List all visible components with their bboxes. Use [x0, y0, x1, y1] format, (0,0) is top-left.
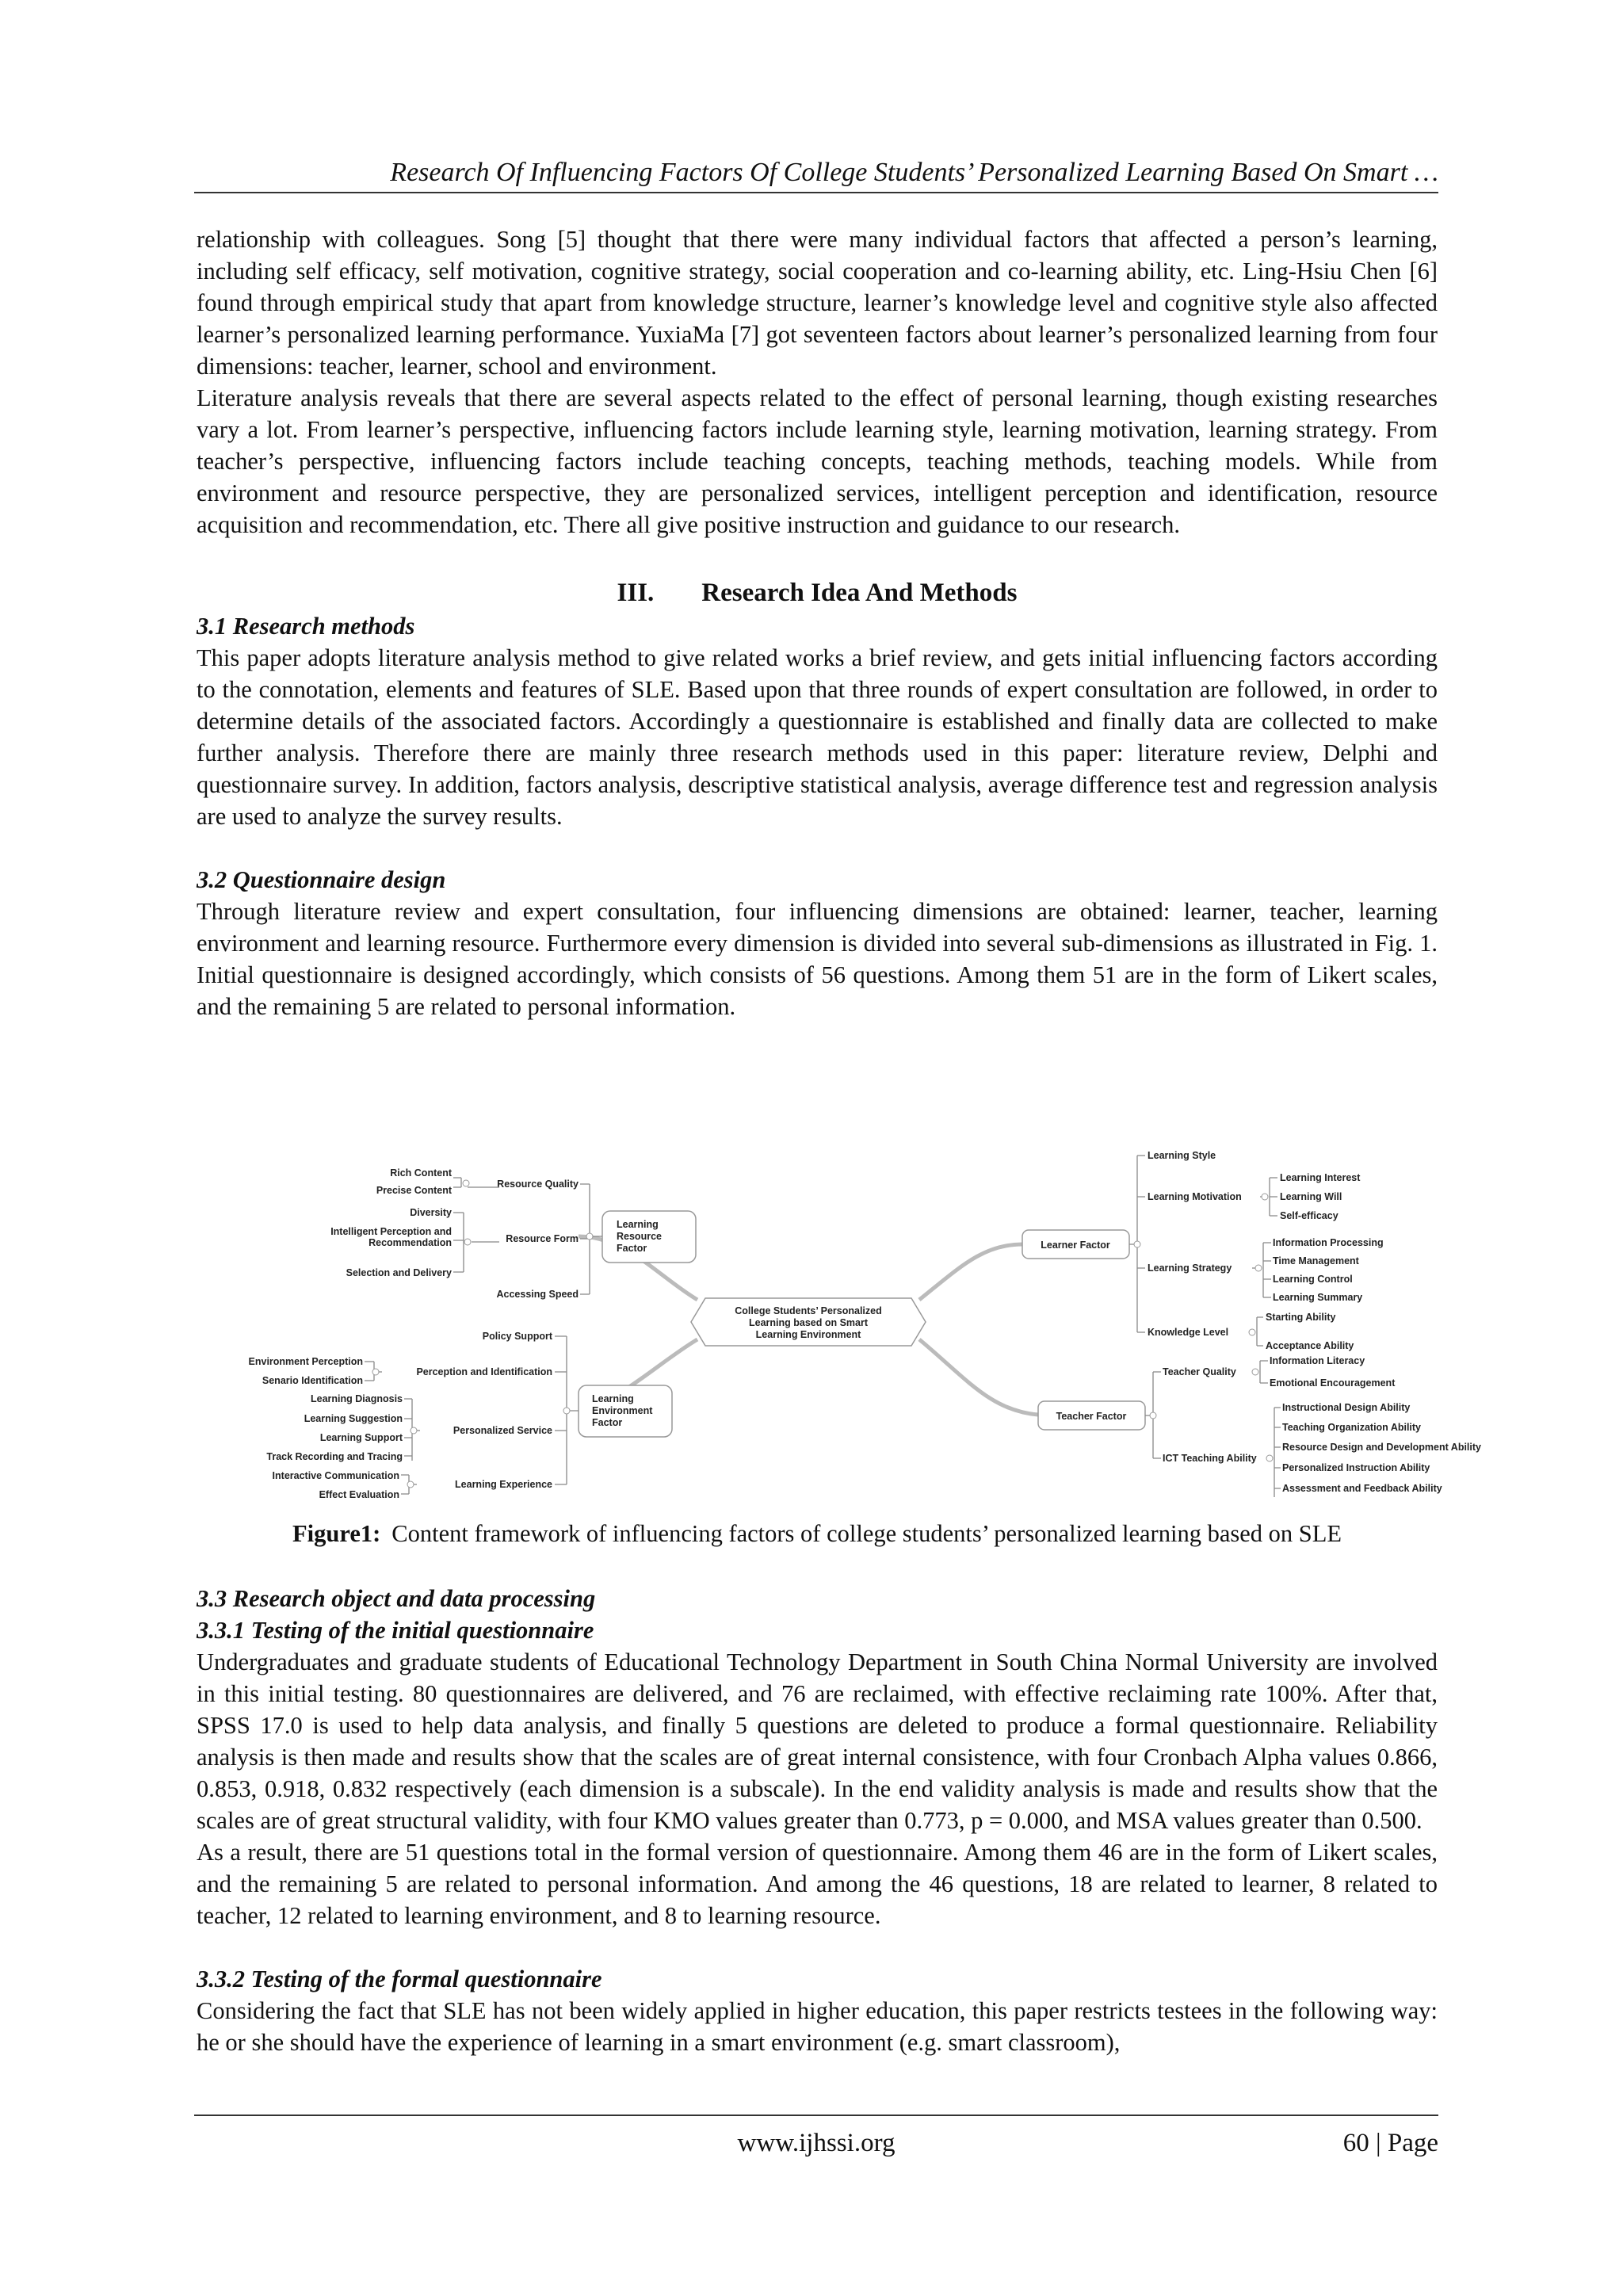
mindmap-label: Accessing Speed	[496, 1289, 579, 1300]
mindmap-label: Time Management	[1273, 1255, 1359, 1266]
paragraph: This paper adopts literature analysis method to give related works a brief review, and gets initial influencing factors according to the connotation, elements and features of SLE. Based upon that three rounds of expert consultation are followed, in order to determine details of the associated factors. Accordingly a questionnaire is established and finally data are collected to make further analysis. Therefore there are mainly three research methods used in this paper: literature review, Delphi and questionnaire survey. In addition, factors analysis, descriptive statistical analysis, average difference test and regression analysis are used to analyze the survey results.	[197, 644, 1438, 830]
mindmap-label: Teacher Factor	[1056, 1411, 1127, 1422]
figure-caption	[197, 1518, 1438, 1549]
page-number: 60 | Page	[1342, 2129, 1438, 2157]
subsection-heading: 3.3.1 Testing of the initial questionnaire	[197, 1617, 594, 1644]
page-footer	[194, 2115, 1438, 2157]
mindmap-label: Intelligent Perception and	[330, 1226, 452, 1237]
mindmap-label: Assessment and Feedback Ability	[1282, 1483, 1442, 1494]
mindmap-label: Interactive Communication	[272, 1470, 399, 1481]
mindmap-label: Rich Content	[390, 1167, 452, 1179]
mindmap-label: Learning Diagnosis	[311, 1393, 403, 1404]
mindmap-label: Resource Form	[506, 1233, 579, 1244]
mindmap-label: Information Processing	[1273, 1237, 1384, 1248]
body-top	[197, 223, 1438, 1022]
figure-mindmap	[206, 1141, 1481, 1514]
mindmap-label: Environment	[592, 1405, 653, 1416]
body-bottom	[197, 1583, 1438, 2058]
mindmap-label: Track Recording and Tracing	[266, 1451, 403, 1462]
mindmap-label: ICT Teaching Ability	[1163, 1453, 1257, 1464]
mindmap-label: Knowledge Level	[1148, 1327, 1229, 1338]
mindmap-label: Factor	[617, 1243, 647, 1254]
subsection-heading: 3.3.2 Testing of the formal questionnaire	[197, 1966, 602, 1992]
mindmap-label: Policy Support	[482, 1331, 552, 1342]
paragraph: Through literature review and expert consultation, four influencing dimensions are obtained: learner, teacher, learning environment and learning resource. Furthermore every dimension is divided into several sub-dimensions as illustrated in Fig. 1. Initial questionnaire is designed accordingly, which consists of 56 questions. Among them 51 are in the form of Likert scales, and the remaining 5 are related to personal information.	[197, 898, 1438, 1020]
mindmap-label: Learning Control	[1273, 1274, 1353, 1285]
mindmap-label: Self-efficacy	[1280, 1210, 1338, 1221]
footer-site: www.ijhssi.org	[737, 2129, 896, 2157]
section-heading: Research Idea And Methods	[701, 579, 1018, 607]
mindmap-label: Learning Motivation	[1148, 1191, 1242, 1202]
mindmap-label: Teaching Organization Ability	[1282, 1422, 1422, 1433]
mindmap-label: Learning Support	[319, 1432, 403, 1443]
mindmap-label: Learning Will	[1280, 1191, 1342, 1202]
paragraph: Literature analysis reveals that there are several aspects related to the effect of personal learning, though existing researches vary a lot. From learner’s perspective, influencing factors include learning style, learning motivation, learning strategy. From teacher’s perspective, influencing factors include teaching concepts, teaching methods, teaching models. While from environment and resource perspective, they are personalized services, intelligent perception and identification, resource acquisition and recommendation, etc. There all give positive instruction and guidance to our research.	[197, 384, 1438, 538]
mindmap-label: Resource Quality	[497, 1179, 579, 1190]
mindmap-label: Instructional Design Ability	[1282, 1402, 1411, 1413]
mindmap-label: Learning Suggestion	[304, 1413, 403, 1424]
mindmap-label: Learning Interest	[1280, 1172, 1361, 1183]
figure-label: Figure1:	[292, 1520, 381, 1547]
mindmap-label: Precise Content	[376, 1185, 452, 1196]
mindmap-label: Learning	[592, 1393, 634, 1404]
center-label: Learning Environment	[755, 1329, 861, 1340]
mindmap-label: Emotional Encouragement	[1270, 1377, 1396, 1389]
mindmap-label: Recommendation	[369, 1237, 452, 1248]
figure-caption-text: Content framework of influencing factors of college students’ personalized learning based on SLE	[391, 1520, 1342, 1547]
paragraph: Considering the fact that SLE has not been widely applied in higher education, this paper restricts testees in the following way: he or she should have the experience of learning in a smart environment (e.g. smart classroom),	[197, 1997, 1438, 2056]
subsection-heading: 3.1 Research methods	[197, 613, 415, 640]
mindmap-label: Resource Design and Development Ability	[1282, 1442, 1481, 1453]
mindmap-label: Information Literacy	[1270, 1355, 1365, 1366]
paragraph: Undergraduates and graduate students of Educational Technology Department in South China Normal University are involved in this initial testing. 80 questionnaires are delivered, and 76 are reclaimed, with effective reclaiming rate 100%. After that, SPSS 17.0 is used to help data analysis, and finally 5 questions are deleted to produce a formal questionnaire. Reliability analysis is then made and results show that the scales are of great internal consistence, with four Cronbach Alpha values 0.866, 0.853, 0.918, 0.832 respectively (each dimension is a subscale). In the end validity analysis is made and results show that the scales are of great structural validity, with four KMO values greater than 0.773, p = 0.000, and MSA values greater than 0.500.	[197, 1648, 1438, 1834]
section-title	[197, 575, 1438, 610]
mindmap-label: Diversity	[410, 1207, 452, 1218]
mindmap-label: Teacher Quality	[1163, 1366, 1236, 1377]
mindmap-label: Learning Strategy	[1148, 1263, 1232, 1274]
mindmap-label: Selection and Delivery	[346, 1267, 452, 1278]
paragraph: As a result, there are 51 questions total in the formal version of questionnaire. Among them 46 are in the form of Likert scales, and the remaining 5 are related to personal information. And among the 46 questions, 18 are related to learner, 8 related to teacher, 12 related to learning environment, and 8 to learning resource.	[197, 1839, 1438, 1929]
mindmap-label: Personalized Instruction Ability	[1282, 1462, 1430, 1473]
mindmap-label: Effect Evaluation	[319, 1489, 399, 1500]
mindmap-label: Perception and Identification	[416, 1366, 552, 1377]
mindmap-label: Environment Perception	[248, 1356, 363, 1367]
paragraph: relationship with colleagues. Song [5] thought that there were many individual factors that affected a person’s learning, including self efficacy, self motivation, cognitive strategy, social cooperation and co-learning ability, etc. Ling-Hsiu Chen [6] found through empirical study that apart from knowledge structure, learner’s knowledge level and cognitive style also affected learner’s personalized learning performance. YuxiaMa [7] got seventeen factors about learner’s personalized learning from four dimensions: teacher, learner, school and environment.	[197, 226, 1438, 380]
mindmap-label: Learning Summary	[1273, 1292, 1363, 1303]
mindmap-label: Factor	[592, 1417, 623, 1428]
mindmap-label: Learning Experience	[455, 1479, 552, 1490]
running-header	[194, 155, 1438, 193]
mindmap-label: Learning	[617, 1219, 659, 1230]
mindmap-label: Learner Factor	[1041, 1240, 1110, 1251]
mindmap-label: Acceptance Ability	[1266, 1340, 1354, 1351]
mindmap-label: Starting Ability	[1266, 1312, 1336, 1323]
mindmap-label: Resource	[617, 1231, 662, 1242]
mindmap-label: Personalized Service	[453, 1425, 552, 1436]
subsection-heading: 3.2 Questionnaire design	[197, 866, 446, 893]
center-label: Learning based on Smart	[748, 1317, 869, 1328]
mindmap-label: Learning Style	[1148, 1150, 1216, 1161]
section-number: III.	[617, 579, 655, 607]
running-title: Research Of Influencing Factors Of College Students’ Personalized Learning Based On Smart …	[390, 158, 1438, 187]
subsection-heading: 3.3 Research object and data processing	[197, 1585, 596, 1612]
center-label: College Students’ Personalized	[735, 1305, 882, 1316]
mindmap-label: Senario Identification	[262, 1375, 363, 1386]
